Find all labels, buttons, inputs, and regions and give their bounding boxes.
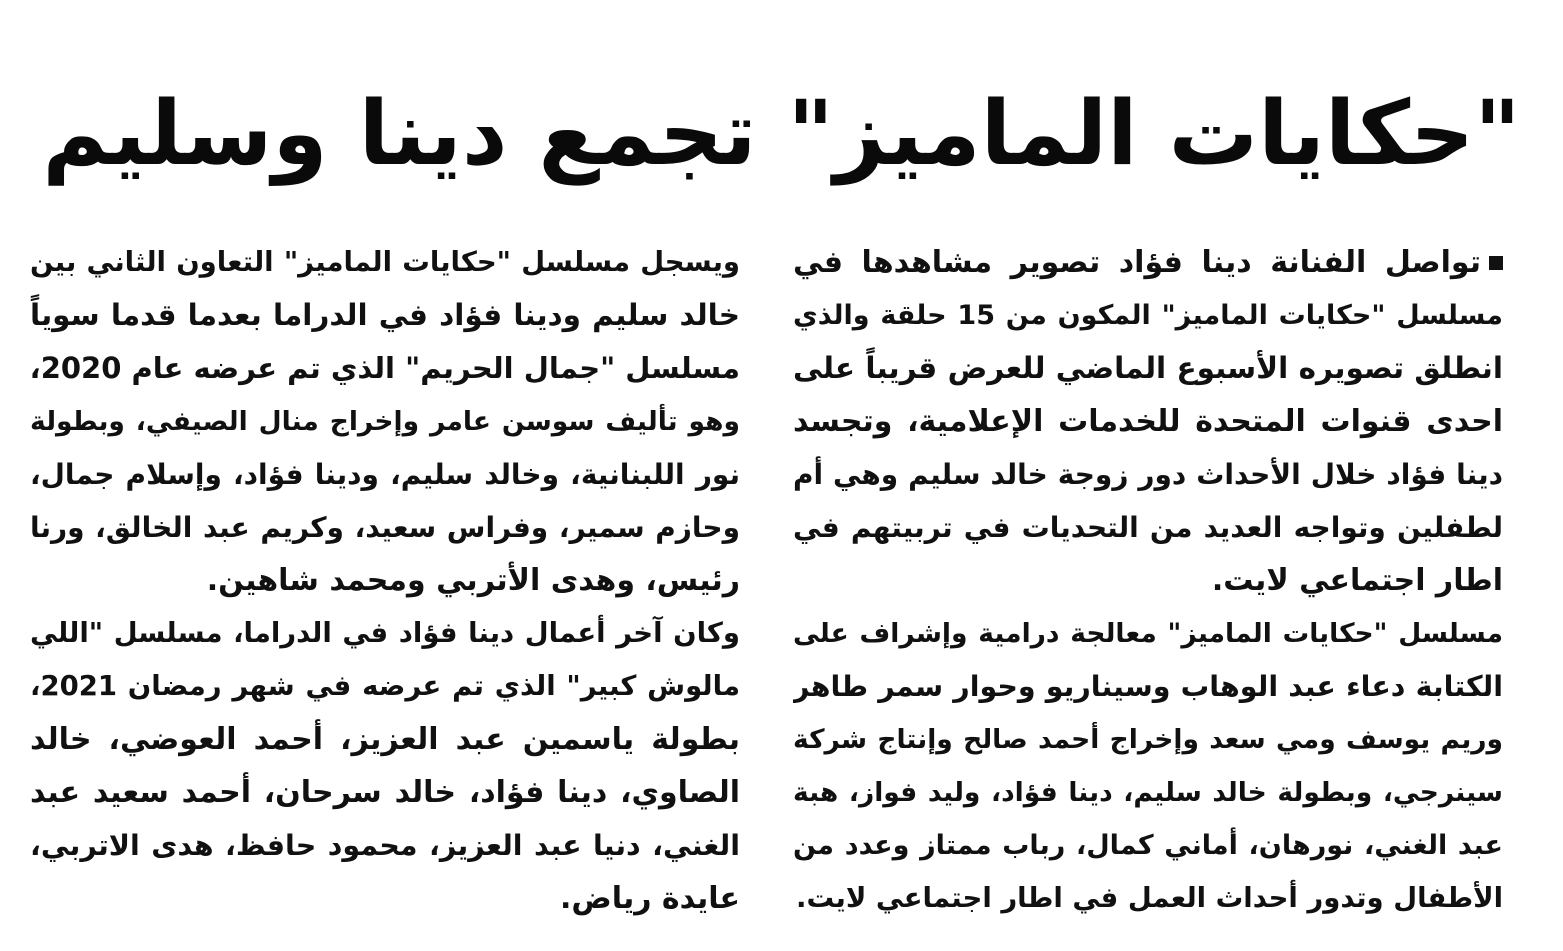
paragraph-line: الأطفال وتدور أحداث العمل في اطار اجتماعي لايت. — [796, 882, 1503, 914]
article-column-right — [793, 236, 1503, 925]
paragraph-line: وريم يوسف ومي سعد وإخراج أحمد صالح وإنتاج شركة — [793, 724, 1503, 755]
paragraph-line: سينرجي، وبطولة خالد سليم، دينا فؤاد، وليد فواز، هبة — [793, 777, 1503, 808]
paragraph-line: مسلسل "حكايات الماميز" المكون من 15 حلقة والذي — [793, 300, 1503, 331]
paragraph-line: مالوش كبير" الذي تم عرضه في شهر رمضان 2021، — [30, 670, 740, 702]
paragraph-line: نور اللبنانية، وخالد سليم، ودينا فؤاد، وإسلام جمال، — [30, 458, 740, 491]
paragraph-line: وحازم سمير، وفراس سعيد، وكريم عبد الخالق، ورنا — [30, 511, 740, 544]
paragraph-line: مسلسل "جمال الحريم" الذي تم عرضه عام 2020، — [30, 351, 740, 385]
paragraph-line: تواصل الفنانة دينا فؤاد تصوير مشاهدها في — [793, 236, 1503, 289]
paragraph-line: وهو تأليف سوسن عامر وإخراج منال الصيفي، وبطولة — [30, 406, 740, 437]
paragraph-line: احدى قنوات المتحدة للخدمات الإعلامية، وتجسد — [793, 404, 1503, 439]
paragraph-line: مسلسل "حكايات الماميز" معالجة درامية وإشراف على — [793, 618, 1503, 649]
headline: "حكايات الماميز" تجمع دينا وسليم — [42, 81, 1521, 185]
paragraph-line: دينا فؤاد خلال الأحداث دور زوجة خالد سليم وهي أم — [793, 458, 1503, 491]
paragraph-line: انطلق تصويره الأسبوع الماضي للعرض قريباً على — [793, 351, 1503, 385]
paragraph-line: لطفلين وتواجه العديد من التحديات في تربيتهم في — [793, 511, 1503, 544]
paragraph-line: عبد الغني، نورهان، أماني كمال، رباب ممتاز وعدد من — [793, 830, 1503, 861]
paragraph-line: وكان آخر أعمال دينا فؤاد في الدراما، مسلسل "اللي — [30, 617, 740, 649]
paragraph-line: الكتابة دعاء عبد الوهاب وسيناريو وحوار سمر طاهر — [793, 670, 1503, 703]
paragraph-line: اطار اجتماعي لايت. — [1211, 563, 1503, 598]
paragraph-line: رئيس، وهدى الأتربي ومحمد شاهين. — [206, 563, 740, 598]
paragraph-line: بطولة ياسمين عبد العزيز، أحمد العوضي، خالد — [30, 722, 740, 757]
paragraph-line: الغني، دنيا عبد العزيز، محمود حافظ، هدى الاتربي، — [30, 829, 740, 862]
square-bullet-icon — [1489, 256, 1503, 270]
paragraph-line: ويسجل مسلسل "حكايات الماميز" التعاون الثاني بين — [30, 246, 740, 278]
paragraph-line: عايدة رياض. — [559, 881, 740, 916]
paragraph-line: الصاوي، دينا فؤاد، خالد سرحان، أحمد سعيد عبد — [30, 775, 740, 810]
article-column-left — [30, 236, 740, 925]
paragraph-line: خالد سليم ودينا فؤاد في الدراما بعدما قدما سوياً — [30, 298, 740, 332]
